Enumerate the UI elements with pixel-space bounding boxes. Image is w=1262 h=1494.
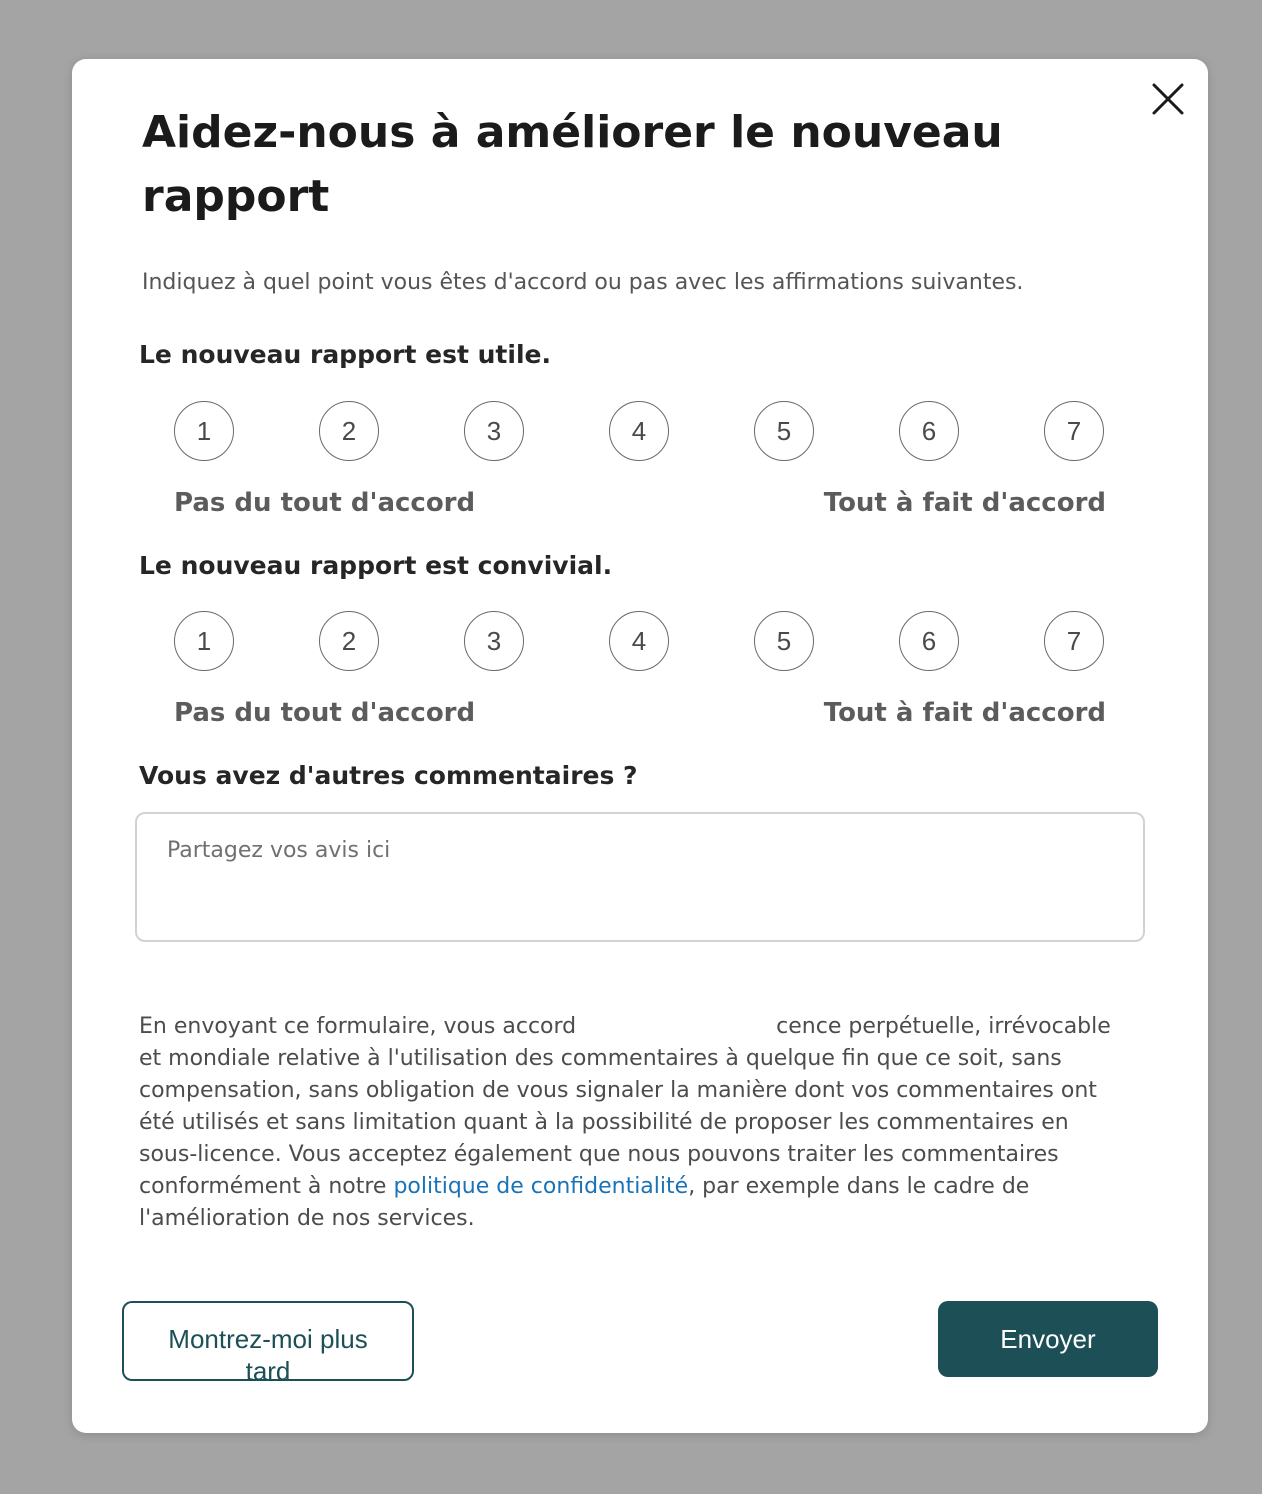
rating-scale-useful bbox=[174, 401, 1106, 465]
rating-option-7[interactable]: 7 bbox=[1044, 401, 1104, 461]
dialog-title: Aidez-nous à améliorer le nouveau rapport bbox=[142, 107, 1003, 222]
legal-text-start: En envoyant ce formulaire, vous accord bbox=[139, 1014, 577, 1039]
rating-option-7[interactable]: 7 bbox=[1044, 611, 1104, 671]
scale-min-label: Pas du tout d'accord bbox=[174, 488, 476, 518]
scale-max-label: Tout à fait d'accord bbox=[823, 698, 1106, 728]
rating-option-4[interactable]: 4 bbox=[609, 401, 669, 461]
dialog-subtitle: Indiquez à quel point vous êtes d'accord ou pas avec les affirmations suivantes. bbox=[142, 270, 1024, 295]
rating-option-6[interactable]: 6 bbox=[899, 611, 959, 671]
feedback-dialog bbox=[72, 59, 1208, 1433]
rating-option-3[interactable]: 3 bbox=[464, 611, 524, 671]
close-icon bbox=[1151, 82, 1185, 116]
question-friendly-label: Le nouveau rapport est convivial. bbox=[139, 551, 613, 580]
rating-option-1[interactable]: 1 bbox=[174, 611, 234, 671]
legal-notice bbox=[139, 1011, 1124, 1235]
comments-label: Vous avez d'autres commentaires ? bbox=[139, 761, 638, 790]
privacy-policy-link[interactable]: politique de confidentialité bbox=[393, 1174, 689, 1199]
legal-text-middle: cence perpétuelle, irrévocable et mondiale relative à l'utilisation des commentaires à quelque fin que ce soit, sans compensation, sans obligation de vous signaler la manière dont vos commentaires ont été utilisés et sans limitation quant à la possibilité de proposer les commentaires en sous-licence. Vous acceptez également que nous pouvons traiter les commentaires conformément à notre bbox=[139, 1014, 1111, 1199]
scale-min-label: Pas du tout d'accord bbox=[174, 698, 476, 728]
rating-option-4[interactable]: 4 bbox=[609, 611, 669, 671]
rating-scale-friendly bbox=[174, 611, 1106, 675]
close-button[interactable] bbox=[1148, 79, 1188, 119]
rating-option-2[interactable]: 2 bbox=[319, 611, 379, 671]
comments-input[interactable] bbox=[135, 812, 1145, 942]
send-button[interactable]: Envoyer bbox=[938, 1301, 1158, 1377]
rating-option-1[interactable]: 1 bbox=[174, 401, 234, 461]
remind-later-button[interactable]: Montrez-moi plus tard bbox=[122, 1301, 414, 1381]
rating-option-3[interactable]: 3 bbox=[464, 401, 524, 461]
legal-text-end: , par exemple dans le cadre de l'amélioration de nos services. bbox=[139, 1174, 1030, 1231]
rating-option-5[interactable]: 5 bbox=[754, 611, 814, 671]
scale-max-label: Tout à fait d'accord bbox=[823, 488, 1106, 518]
rating-option-2[interactable]: 2 bbox=[319, 401, 379, 461]
rating-option-5[interactable]: 5 bbox=[754, 401, 814, 461]
rating-option-6[interactable]: 6 bbox=[899, 401, 959, 461]
question-useful-label: Le nouveau rapport est utile. bbox=[139, 340, 551, 369]
